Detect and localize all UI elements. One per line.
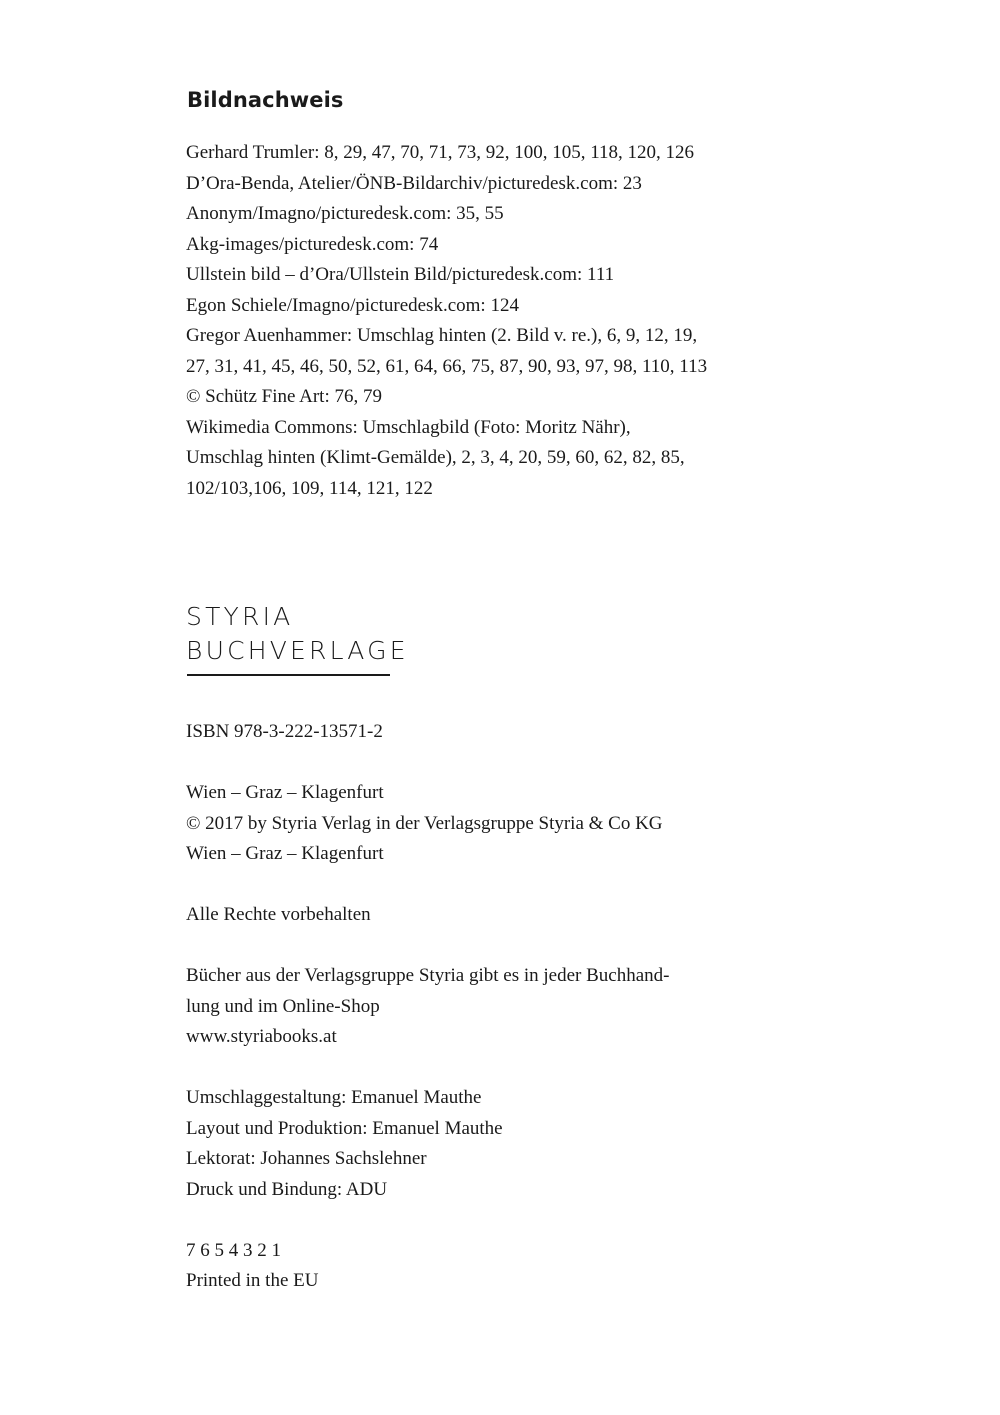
cover-design-credit: Umschlaggestaltung: Emanuel Mauthe [186,1087,482,1108]
picture-credits [186,138,746,504]
spacer [186,870,746,901]
publisher-logo [186,600,409,668]
editing-credit: Lektorat: Johannes Sachslehner [186,1148,427,1169]
spacer [186,931,746,962]
credit-line: 27, 31, 41, 45, 46, 50, 52, 61, 64, 66, 75, 87, 90, 93, 97, 98, 110, 113 [186,355,708,377]
page-heading: Bildnachweis [187,88,344,112]
rights-notice: Alle Rechte vorbehalten [186,904,371,925]
printing-credit: Druck und Bindung: ADU [186,1178,388,1200]
credit-line: Gregor Auenhammer: Umschlag hinten (2. Bild v. re.), 6, 9, 12, 19, [186,325,698,346]
credit-line: Umschlag hinten (Klimt-Gemälde), 2, 3, 4, 20, 59, 60, 62, 82, 85, [186,447,685,468]
print-run: 7 6 5 4 3 2 1 [186,1239,281,1261]
shop-notice-line-1: Bücher aus der Verlagsgruppe Styria gibt es in jeder Buchhand- [186,965,670,986]
shop-notice-line-2: lung und im Online-Shop [186,995,380,1017]
credit-line: Gerhard Trumler: 8, 29, 47, 70, 71, 73, 92, 100, 105, 118, 120, 126 [186,142,695,163]
credit-line: Anonym/Imagno/picturedesk.com: 35, 55 [186,203,504,224]
copyright-notice: © 2017 by Styria Verlag in der Verlagsgruppe Styria & Co KG [186,812,663,834]
imprint-block [186,717,746,1297]
credit-line: Egon Schiele/Imagno/picturedesk.com: 124 [186,294,519,316]
logo-line-buchverlage: BUCHVERLAGE [186,636,409,665]
logo-underline [187,674,390,676]
spacer [186,1205,746,1236]
credit-line: 102/103,106, 109, 114, 121, 122 [186,477,433,499]
printed-in: Printed in the EU [186,1270,319,1291]
credit-line: © Schütz Fine Art: 76, 79 [186,386,382,407]
logo-line-styria: STYRIA [186,602,294,631]
publisher-place: Wien – Graz – Klagenfurt [186,782,384,803]
spacer [186,1053,746,1084]
website: www.styriabooks.at [186,1026,337,1047]
isbn: ISBN 978-3-222-13571-2 [186,721,383,742]
publisher-place-2: Wien – Graz – Klagenfurt [186,843,384,864]
credit-line: Wikimedia Commons: Umschlagbild (Foto: Moritz Nähr), [186,416,631,438]
spacer [186,748,746,779]
credit-line: Akg-images/picturedesk.com: 74 [186,233,439,255]
credit-line: D’Ora-Benda, Atelier/ÖNB-Bildarchiv/picturedesk.com: 23 [186,172,642,194]
layout-credit: Layout und Produktion: Emanuel Mauthe [186,1117,503,1139]
credit-line: Ullstein bild – d’Ora/Ullstein Bild/picturedesk.com: 111 [186,264,615,285]
